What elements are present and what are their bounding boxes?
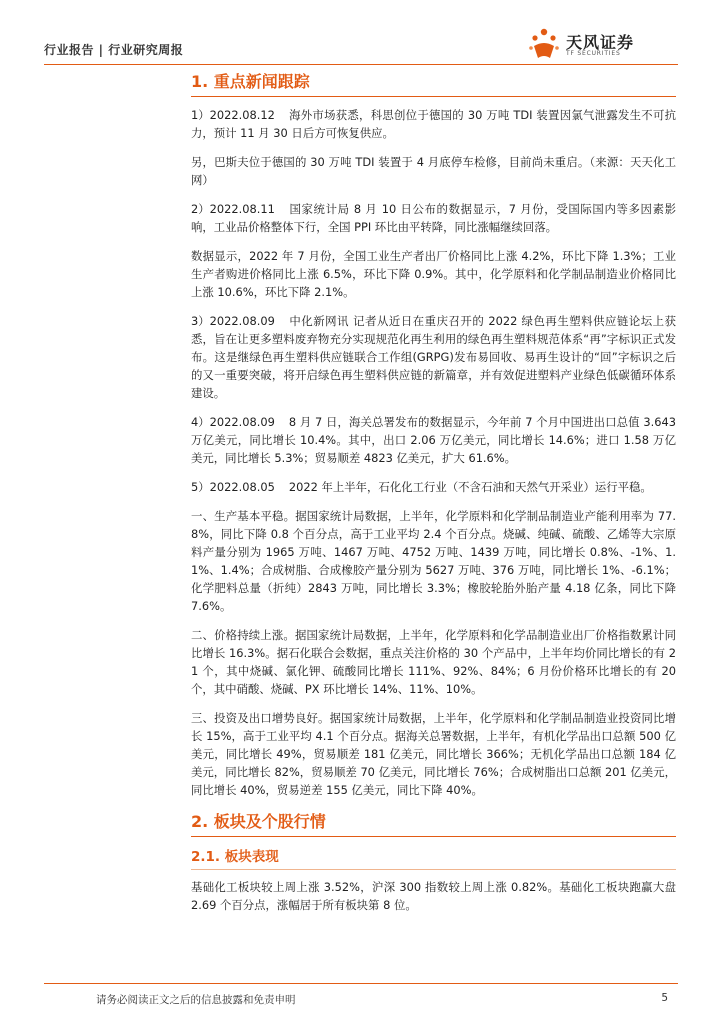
logo-text: 天风证券: [566, 33, 635, 52]
news-paragraph: [191, 312, 676, 402]
section-2-divider: [191, 836, 676, 837]
news-text: 国家统计局 8 月 10 日公布的数据显示，7 月份，受国际国内等多因素影响，工业品价格整体下行，全国 PPI 环比由平转降，同比涨幅继续回落。: [191, 202, 676, 234]
news-date: 3）2022.08.09: [191, 314, 275, 328]
news-date: 1）2022.08.12: [191, 108, 275, 122]
news-text: 8 月 7 日，海关总署发布的数据显示，今年前 7 个月中国进出口总值 3.643 万亿美元，同比增长 10.4%。其中，出口 2.06 万亿美元，同比增长 14.6%；进口 1.58 万亿美元，同比增长 5.3%；贸易顺差 4823 亿美元，扩大 61.6%。: [191, 415, 676, 465]
news-paragraph: [191, 709, 676, 799]
news-paragraph: [191, 413, 676, 467]
footer-disclaimer: 请务必阅读正文之后的信息披露和免责申明: [96, 994, 296, 1006]
news-text: 三、投资及出口增势良好。据国家统计局数据，上半年，化学原料和化学制品制造业投资同比增长 15%，高于工业平均 4.1 个百分点。据海关总署数据，上半年，有机化学品出口总额 500 亿美元，同比增长 49%，贸易顺差 181 亿美元，同比增长 366%；无机化学品出口总额 184 亿美元，同比增长 82%，贸易顺差 70 亿美元，同比增长 76%；合成树脂出口总额 201 亿美元，同比增长 40%，贸易逆差 155 亿美元，同比下降 40%。: [191, 711, 676, 797]
news-text: 数据显示，2022 年 7 月份，全国工业生产者出厂价格同比上涨 4.2%，环比下降 1.3%；工业生产者购进价格同比上涨 6.5%，环比下降 0.9%。其中，化学原料和化学制品制造业价格同比上涨 10.6%，环比下降 2.1%。: [191, 249, 676, 299]
news-paragraph: [191, 200, 676, 236]
news-text: 另，巴斯夫位于德国的 30 万吨 TDI 装置于 4 月底停车检修，目前尚未重启。（来源：天天化工网）: [191, 155, 676, 187]
news-text: 2022 年上半年，石化化工行业（不含石油和天然气开采业）运行平稳。: [288, 480, 652, 494]
section-2-title: 2. 板块及个股行情: [191, 812, 326, 831]
section-2-1-divider: [191, 869, 676, 870]
news-paragraph: [191, 247, 676, 301]
tf-logo-icon: [526, 26, 562, 62]
news-text: 一、生产基本平稳。据国家统计局数据，上半年，化学原料和化学制品制造业产能利用率为 77.8%，同比下降 0.8 个百分点，高于工业平均 2.4 个百分点。烧碱、纯碱、硫酸、乙烯等大宗原料产量分别为 1965 万吨、1467 万吨、4752 万吨、1439 万吨，同比增长 0.8%、-1%、1.1%、1.4%；合成树脂、合成橡胶产量分别为 5627 万吨、376 万吨，同比增长 1%、-6.1%；化学肥料总量（折纯）2843 万吨，同比增长 3.3%；橡胶轮胎外胎产量 4.18 亿条，同比下降 7.6%。: [191, 509, 676, 613]
news-text: 海外市场获悉，科思创位于德国的 30 万吨 TDI 装置因氯气泄露发生不可抗力，预计 11 月 30 日后方可恢复供应。: [191, 108, 676, 140]
logo-subtext: TF SECURITIES: [566, 50, 621, 57]
footer-divider: [44, 983, 678, 984]
header-divider: [44, 64, 678, 65]
logo: [526, 26, 676, 62]
news-paragraph: [191, 626, 676, 698]
page-number: 5: [661, 992, 668, 1004]
sector-performance-text: 基础化工板块较上周上涨 3.52%，沪深 300 指数较上周上涨 0.82%。基础化工板块跑赢大盘 2.69 个百分点，涨幅居于所有板块第 8 位。: [191, 880, 676, 912]
report-category: 行业报告 | 行业研究周报: [44, 43, 184, 57]
news-text: 中化新网讯 记者从近日在重庆召开的 2022 绿色再生塑料供应链论坛上获悉，旨在让更多塑料废弃物充分实现规范化再生利用的绿色再生塑料规范体系“再”字标识正式发布。这是继绿色再生塑料供应链联合工作组(GRPG)发布易回收、易再生设计的“回”字标识之后的又一重要突破，将开启绿色再生塑料供应链的新篇章，并有效促进塑料产业绿色低碳循环体系建设。: [191, 314, 676, 400]
section-1-divider: [191, 96, 676, 97]
section-1-title: 1. 重点新闻跟踪: [191, 72, 310, 91]
news-text: 二、价格持续上涨。据国家统计局数据，上半年，化学原料和化学品制造业出厂价格指数累计同比增长 16.3%。据石化联合会数据，重点关注价格的 30 个产品中，上半年均价同比增长的有 21 个，其中烧碱、氯化钾、硫酸同比增长 111%、92%、84%；6 月份价格环比增长的有 20 个，其中硝酸、烧碱、PX 环比增长 14%、11%、10%。: [191, 628, 676, 696]
news-paragraph: [191, 106, 676, 142]
news-paragraph: [191, 507, 676, 615]
news-paragraph: [191, 153, 676, 189]
news-date: 4）2022.08.09: [191, 415, 275, 429]
news-paragraph: [191, 478, 676, 496]
news-date: 2）2022.08.11: [191, 202, 275, 216]
news-list: [191, 106, 676, 799]
main-content: [191, 70, 676, 925]
section-2-1-title: 2.1. 板块表现: [191, 849, 279, 865]
news-date: 5）2022.08.05: [191, 480, 275, 494]
